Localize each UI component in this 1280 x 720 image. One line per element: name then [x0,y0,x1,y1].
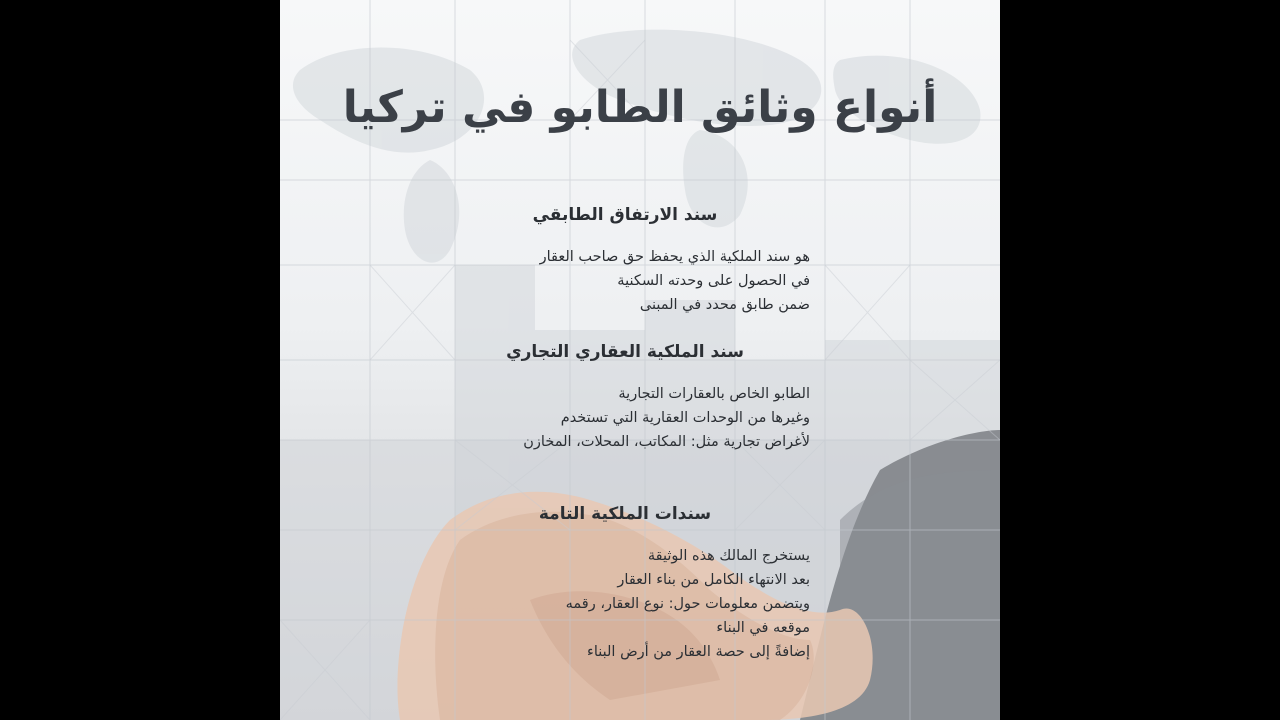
page-title: أنواع وثائق الطابو في تركيا [342,82,938,133]
body-line: موقعه في البناء [716,620,810,636]
section-heading: سند الارتفاق الطابقي [532,205,718,225]
section-body [440,544,810,664]
body-line: بعد الانتهاء الكامل من بناء العقار [617,572,810,588]
infographic-panel [280,0,1000,720]
section-heading: سندات الملكية التامة [538,504,712,524]
body-line: في الحصول على وحدته السكنية [617,273,810,289]
body-line: الطابو الخاص بالعقارات التجارية [618,386,810,402]
section-full-ownership-deeds [440,504,810,664]
body-line: يستخرج المالك هذه الوثيقة [647,548,810,564]
section-heading: سند الملكية العقاري التجاري [506,342,744,362]
body-line: وغيرها من الوحدات العقارية التي تستخدم [560,410,810,426]
body-line: هو سند الملكية الذي يحفظ حق صاحب العقار [539,249,810,265]
section-body [440,382,810,454]
body-line: ضمن طابق محدد في المبنى [639,297,810,313]
section-floor-easement [440,205,810,317]
section-body [440,245,810,317]
body-line: ويتضمن معلومات حول: نوع العقار، رقمه [565,596,810,612]
body-line: لأغراض تجارية مثل: المكاتب، المحلات، المخازن [523,434,810,450]
body-line: إضافةً إلى حصة العقار من أرض البناء [587,644,810,660]
section-commercial-title-deed [440,342,810,454]
